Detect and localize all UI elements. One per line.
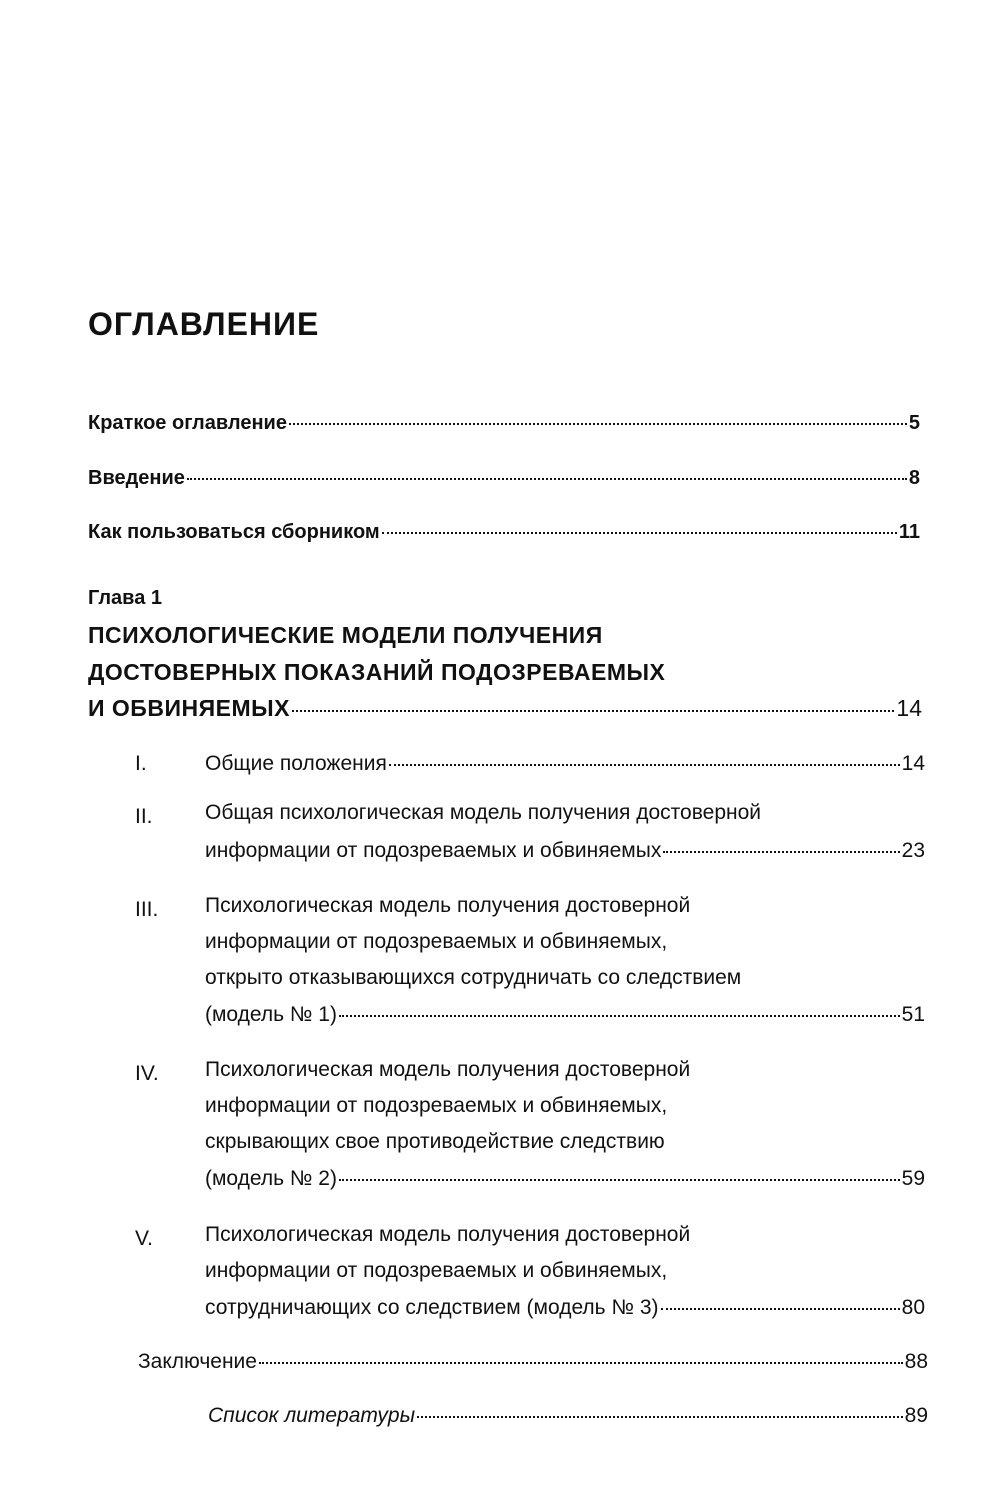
toc-entry-introduction[interactable] (88, 467, 920, 490)
chapter-title-line: ПСИХОЛОГИЧЕСКИЕ МОДЕЛИ ПОЛУЧЕНИЯ (88, 622, 603, 648)
toc-entry-page: 8 (908, 467, 920, 489)
toc-entry-section-4[interactable] (205, 1167, 925, 1191)
section-numeral: II. (135, 805, 153, 828)
toc-entry-page: 51 (901, 1003, 925, 1026)
toc-entry-chapter-1[interactable] (88, 695, 922, 722)
toc-entry-page: 5 (908, 412, 920, 434)
section-numeral: I. (135, 752, 147, 775)
dot-leader (289, 423, 907, 425)
toc-entry-section-3[interactable] (205, 1003, 925, 1027)
section-title-line: открыто отказывающихся сотрудничать со следствием (205, 966, 742, 989)
section-title-line: скрывающих свое противодействие следствию (205, 1130, 665, 1153)
toc-entry-label: Краткое оглавление (88, 412, 287, 434)
section-title-line: (модель № 1) (205, 1003, 337, 1026)
toc-entry-literature[interactable] (208, 1404, 928, 1428)
section-title-line: информации от подозреваемых и обвиняемых (205, 839, 662, 862)
dot-leader (382, 532, 897, 534)
section-title-line: Общие положения (205, 752, 387, 775)
toc-entry-short-contents[interactable] (88, 412, 920, 435)
dot-leader (339, 1015, 900, 1017)
dot-leader (417, 1416, 903, 1418)
section-title-line: (модель № 2) (205, 1167, 337, 1190)
toc-entry-page: 80 (901, 1296, 925, 1319)
chapter-title-line: ДОСТОВЕРНЫХ ПОКАЗАНИЙ ПОДОЗРЕВАЕМЫХ (88, 659, 666, 685)
toc-entry-page: 14 (896, 695, 922, 721)
dot-leader (663, 851, 899, 853)
toc-entry-section-2[interactable] (205, 839, 925, 863)
dot-leader (661, 1308, 900, 1310)
section-numeral: IV. (135, 1062, 159, 1085)
toc-entry-label: Введение (88, 467, 185, 489)
section-title-line: сотрудничающих со следствием (модель № 3) (205, 1296, 659, 1319)
toc-entry-page: 88 (904, 1350, 928, 1373)
section-title-line: информации от подозреваемых и обвиняемых, (205, 930, 668, 953)
toc-entry-conclusion[interactable] (138, 1350, 928, 1374)
toc-entry-page: 89 (904, 1404, 928, 1427)
toc-entry-label: Список литературы (208, 1404, 416, 1427)
section-title-line: Психологическая модель получения достоверной (205, 1058, 691, 1081)
dot-leader (259, 1362, 903, 1364)
dot-leader (339, 1179, 900, 1181)
toc-entry-page: 14 (901, 752, 925, 775)
chapter-label: Глава 1 (88, 587, 163, 609)
section-title-line: информации от подозреваемых и обвиняемых, (205, 1259, 668, 1282)
section-numeral: V. (135, 1227, 153, 1250)
toc-entry-page: 23 (901, 839, 925, 862)
dot-leader (389, 764, 900, 766)
toc-entry-section-5[interactable] (205, 1296, 925, 1320)
section-title-line: Психологическая модель получения достоверной (205, 894, 691, 917)
toc-entry-page: 59 (901, 1167, 925, 1190)
section-title-line: информации от подозреваемых и обвиняемых, (205, 1094, 668, 1117)
toc-entry-section-1[interactable] (205, 752, 925, 776)
dot-leader (187, 478, 907, 480)
toc-title: ОГЛАВЛЕНИЕ (88, 306, 320, 342)
section-title-line: Общая психологическая модель получения достоверной (205, 801, 762, 824)
toc-entry-label: Как пользоваться сборником (88, 521, 380, 543)
section-numeral: III. (135, 898, 159, 921)
toc-entry-how-to-use[interactable] (88, 521, 920, 544)
toc-entry-page: 11 (898, 521, 920, 543)
section-title-line: Психологическая модель получения достоверной (205, 1223, 691, 1246)
dot-leader (292, 710, 894, 712)
toc-entry-label: Заключение (138, 1350, 257, 1373)
chapter-title-line: И ОБВИНЯЕМЫХ (88, 695, 290, 721)
